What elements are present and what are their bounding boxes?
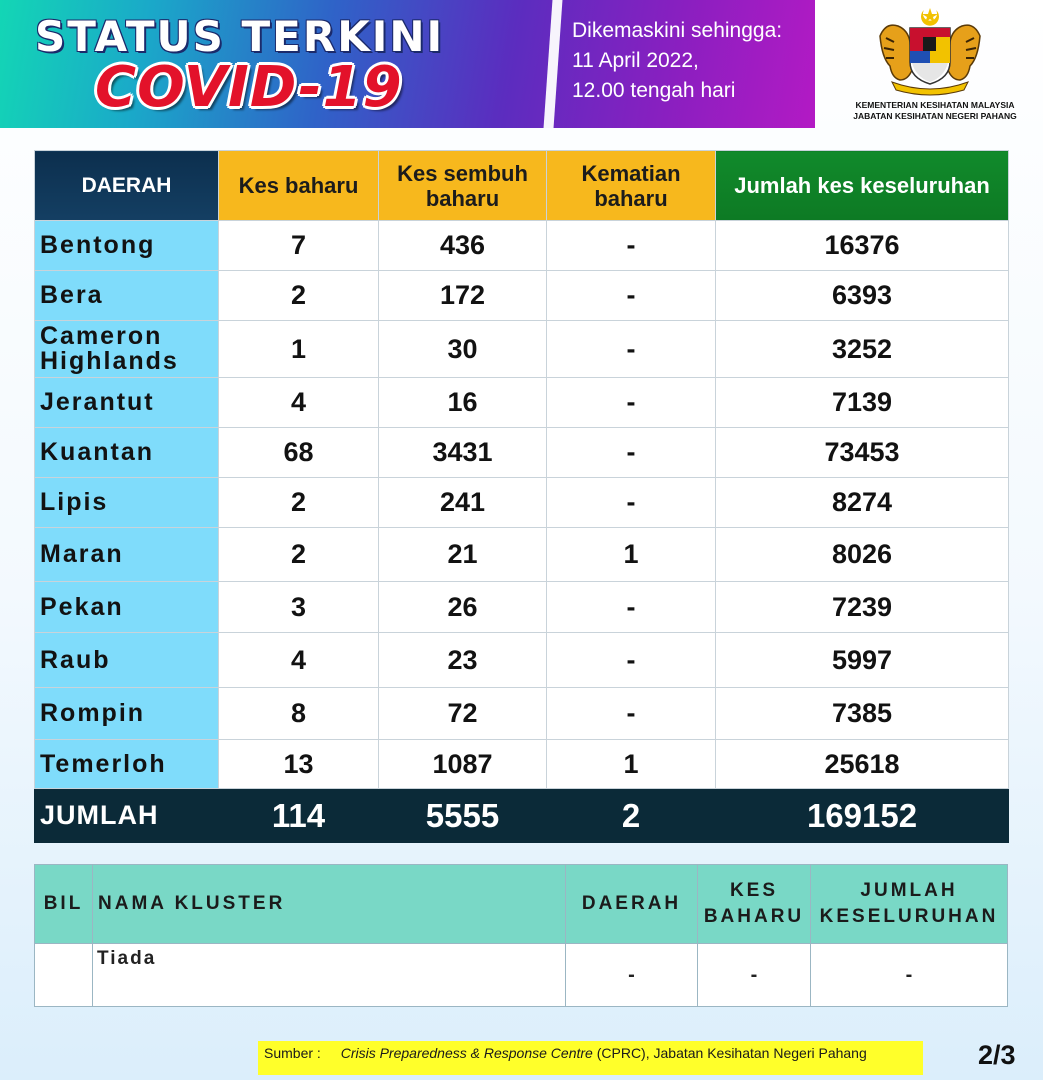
district-cases-table [34, 150, 1009, 843]
kes-sembuh-cell: 30 [379, 321, 547, 378]
column-header-cluster-jumlah-line2: KESELURUHAN [819, 906, 999, 927]
district-name-line1: Cameron [40, 322, 163, 350]
malaysia-coat-of-arms-icon [872, 6, 988, 96]
jumlah-cell: 73453 [716, 428, 1009, 478]
cluster-name-cell: Tiada [93, 944, 566, 1007]
jumlah-cell: 6393 [716, 271, 1009, 321]
column-header-cluster-daerah: DAERAH [566, 865, 698, 944]
table-row [35, 221, 1009, 271]
banner-divider [544, 0, 563, 128]
kes-sembuh-cell: 1087 [379, 740, 547, 789]
kes-baharu-cell: 4 [219, 633, 379, 688]
page-title: STATUS TERKINI [35, 12, 445, 61]
kes-baharu-cell: 8 [219, 688, 379, 740]
ministry-line-1: KEMENTERIAN KESIHATAN MALAYSIA [855, 100, 1015, 110]
table-row [35, 528, 1009, 582]
kematian-cell: 1 [547, 740, 716, 789]
kes-sembuh-cell: 72 [379, 688, 547, 740]
total-kematian: 2 [547, 789, 716, 843]
kes-baharu-cell: 2 [219, 271, 379, 321]
district-name: Temerloh [35, 740, 219, 789]
kes-sembuh-cell: 172 [379, 271, 547, 321]
column-header-kematian-line1: Kematian [581, 160, 681, 186]
ministry-logo [830, 6, 1040, 124]
cluster-table [34, 864, 1008, 1007]
jumlah-cell: 16376 [716, 221, 1009, 271]
jumlah-cell: 5997 [716, 633, 1009, 688]
column-header-cluster-jumlah [811, 865, 1008, 944]
table-row [35, 944, 1008, 1007]
kes-baharu-cell: 4 [219, 378, 379, 428]
table-row [35, 740, 1009, 789]
district-name-line2: Highlands [40, 347, 179, 375]
kematian-cell: - [547, 378, 716, 428]
district-name: Raub [35, 633, 219, 688]
table-row [35, 271, 1009, 321]
kematian-cell: - [547, 428, 716, 478]
jumlah-cell: 3252 [716, 321, 1009, 378]
table-header-row [35, 151, 1009, 221]
column-header-kes-baharu: Kes baharu [219, 151, 379, 221]
kematian-cell: - [547, 688, 716, 740]
kematian-cell: - [547, 633, 716, 688]
source-note [258, 1041, 923, 1075]
jumlah-cell: 7139 [716, 378, 1009, 428]
kes-sembuh-cell: 26 [379, 582, 547, 633]
kematian-cell: - [547, 478, 716, 528]
district-name: Maran [35, 528, 219, 582]
district-name: Pekan [35, 582, 219, 633]
jumlah-cell: 7385 [716, 688, 1009, 740]
column-header-cluster-kes-baharu [698, 865, 811, 944]
column-header-cluster-jumlah-line1: JUMLAH [860, 880, 958, 901]
kes-sembuh-cell: 3431 [379, 428, 547, 478]
jumlah-cell: 8026 [716, 528, 1009, 582]
kes-sembuh-cell: 436 [379, 221, 547, 271]
jumlah-cell: 7239 [716, 582, 1009, 633]
kematian-cell: - [547, 321, 716, 378]
table-row [35, 378, 1009, 428]
updated-time: 12.00 tengah hari [572, 79, 736, 102]
kematian-cell: - [547, 271, 716, 321]
kes-baharu-cell: 2 [219, 528, 379, 582]
district-name: Bera [35, 271, 219, 321]
kematian-cell: 1 [547, 528, 716, 582]
column-header-bil: BIL [35, 865, 93, 944]
kes-sembuh-cell: 21 [379, 528, 547, 582]
column-header-kes-sembuh-line2: baharu [425, 185, 500, 211]
column-header-cluster-kes-line1: KES [729, 880, 779, 901]
updated-timestamp [572, 16, 812, 106]
kes-baharu-cell: 7 [219, 221, 379, 271]
district-name: Lipis [35, 478, 219, 528]
column-header-nama-kluster: NAMA KLUSTER [93, 865, 566, 944]
total-label: JUMLAH [35, 789, 219, 843]
cluster-kes-cell: - [698, 944, 811, 1007]
kes-baharu-cell: 68 [219, 428, 379, 478]
kes-baharu-cell: 2 [219, 478, 379, 528]
kes-baharu-cell: 1 [219, 321, 379, 378]
district-name [35, 321, 219, 378]
source-label: Sumber : [264, 1045, 321, 1061]
kematian-cell: - [547, 582, 716, 633]
column-header-kematian-line2: baharu [594, 185, 668, 211]
updated-date: 11 April 2022, [572, 49, 699, 72]
ministry-line-2: JABATAN KESIHATAN NEGERI PAHANG [853, 111, 1017, 121]
cluster-daerah-cell: - [566, 944, 698, 1007]
cluster-jumlah-cell: - [811, 944, 1008, 1007]
source-org-rest: (CPRC), Jabatan Kesihatan Negeri Pahang [596, 1045, 867, 1061]
jumlah-cell: 25618 [716, 740, 1009, 789]
district-name: Bentong [35, 221, 219, 271]
jumlah-cell: 8274 [716, 478, 1009, 528]
district-name: Rompin [35, 688, 219, 740]
table-row [35, 428, 1009, 478]
column-header-jumlah: Jumlah kes keseluruhan [716, 151, 1009, 221]
kes-baharu-cell: 3 [219, 582, 379, 633]
total-jumlah: 169152 [716, 789, 1009, 843]
ministry-name [830, 100, 1040, 122]
kes-sembuh-cell: 16 [379, 378, 547, 428]
column-header-daerah: DAERAH [35, 151, 219, 221]
total-row [35, 789, 1009, 843]
column-header-cluster-kes-line2: BAHARU [703, 906, 805, 927]
kes-sembuh-cell: 23 [379, 633, 547, 688]
updated-label: Dikemaskini sehingga: [572, 19, 783, 42]
table-row [35, 321, 1009, 378]
cluster-bil-cell [35, 944, 93, 1007]
kematian-cell: - [547, 221, 716, 271]
kes-baharu-cell: 13 [219, 740, 379, 789]
total-kes-sembuh: 5555 [379, 789, 547, 843]
page-subtitle: COVID-19 [95, 55, 403, 120]
table-row [35, 582, 1009, 633]
column-header-kes-sembuh-line1: Kes sembuh [397, 160, 528, 186]
column-header-kematian [547, 151, 716, 221]
table-row [35, 633, 1009, 688]
total-kes-baharu: 114 [219, 789, 379, 843]
cluster-header-row [35, 865, 1008, 944]
district-name: Jerantut [35, 378, 219, 428]
table-row [35, 478, 1009, 528]
column-header-kes-sembuh [379, 151, 547, 221]
table-row [35, 688, 1009, 740]
page-number: 2/3 [978, 1040, 1016, 1070]
district-name: Kuantan [35, 428, 219, 478]
kes-sembuh-cell: 241 [379, 478, 547, 528]
source-org-italic: Crisis Preparedness & Response Centre [340, 1045, 593, 1061]
